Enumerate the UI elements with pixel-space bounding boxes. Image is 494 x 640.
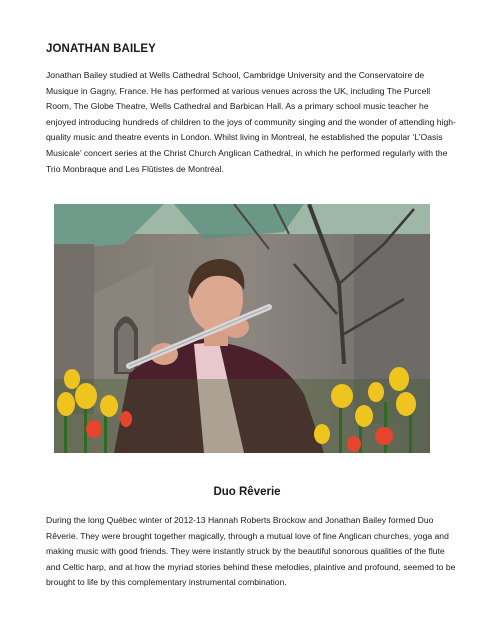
duo-paragraph: During the long Québec winter of 2012-13 Hannah Roberts Brockow and Jonathan Bailey formed Duo Rêverie. They were brought together magically, through a mutual love of fine Anglican churches, yoga and making music with good friends. They were instantly struck by the beautiful sonorous qualities of the flute and Celtic harp, and at how the myriad stories behind these melodies, plaintive and profound, seemed to be brought to life by this complementary instrumental combination. — [46, 515, 456, 588]
bio-heading: JONATHAN BAILEY — [46, 43, 156, 55]
flutist-photo — [54, 204, 430, 453]
bio-paragraph: Jonathan Bailey studied at Wells Cathedral School, Cambridge University and the Conservatoire de Musique in Gagny, France. He has performed at various venues across the UK, including The Purcell Room, The Globe Theatre, Wells Cathedral and Barbican Hall. As a primary school music teacher he enjoyed introducing hundreds of children to the joys of community singing and the wonder of attending high-quality music and theatre events in London. Whilst living in Montreal, he established the popular ‘L’Oasis Musicale’ concert series at the Christ Church Anglican Cathedral, in which he performed regularly with the Trio Monbraque and Les Flûtistes de Montréal. — [46, 70, 456, 174]
duo-heading: Duo Rêverie — [213, 486, 281, 498]
